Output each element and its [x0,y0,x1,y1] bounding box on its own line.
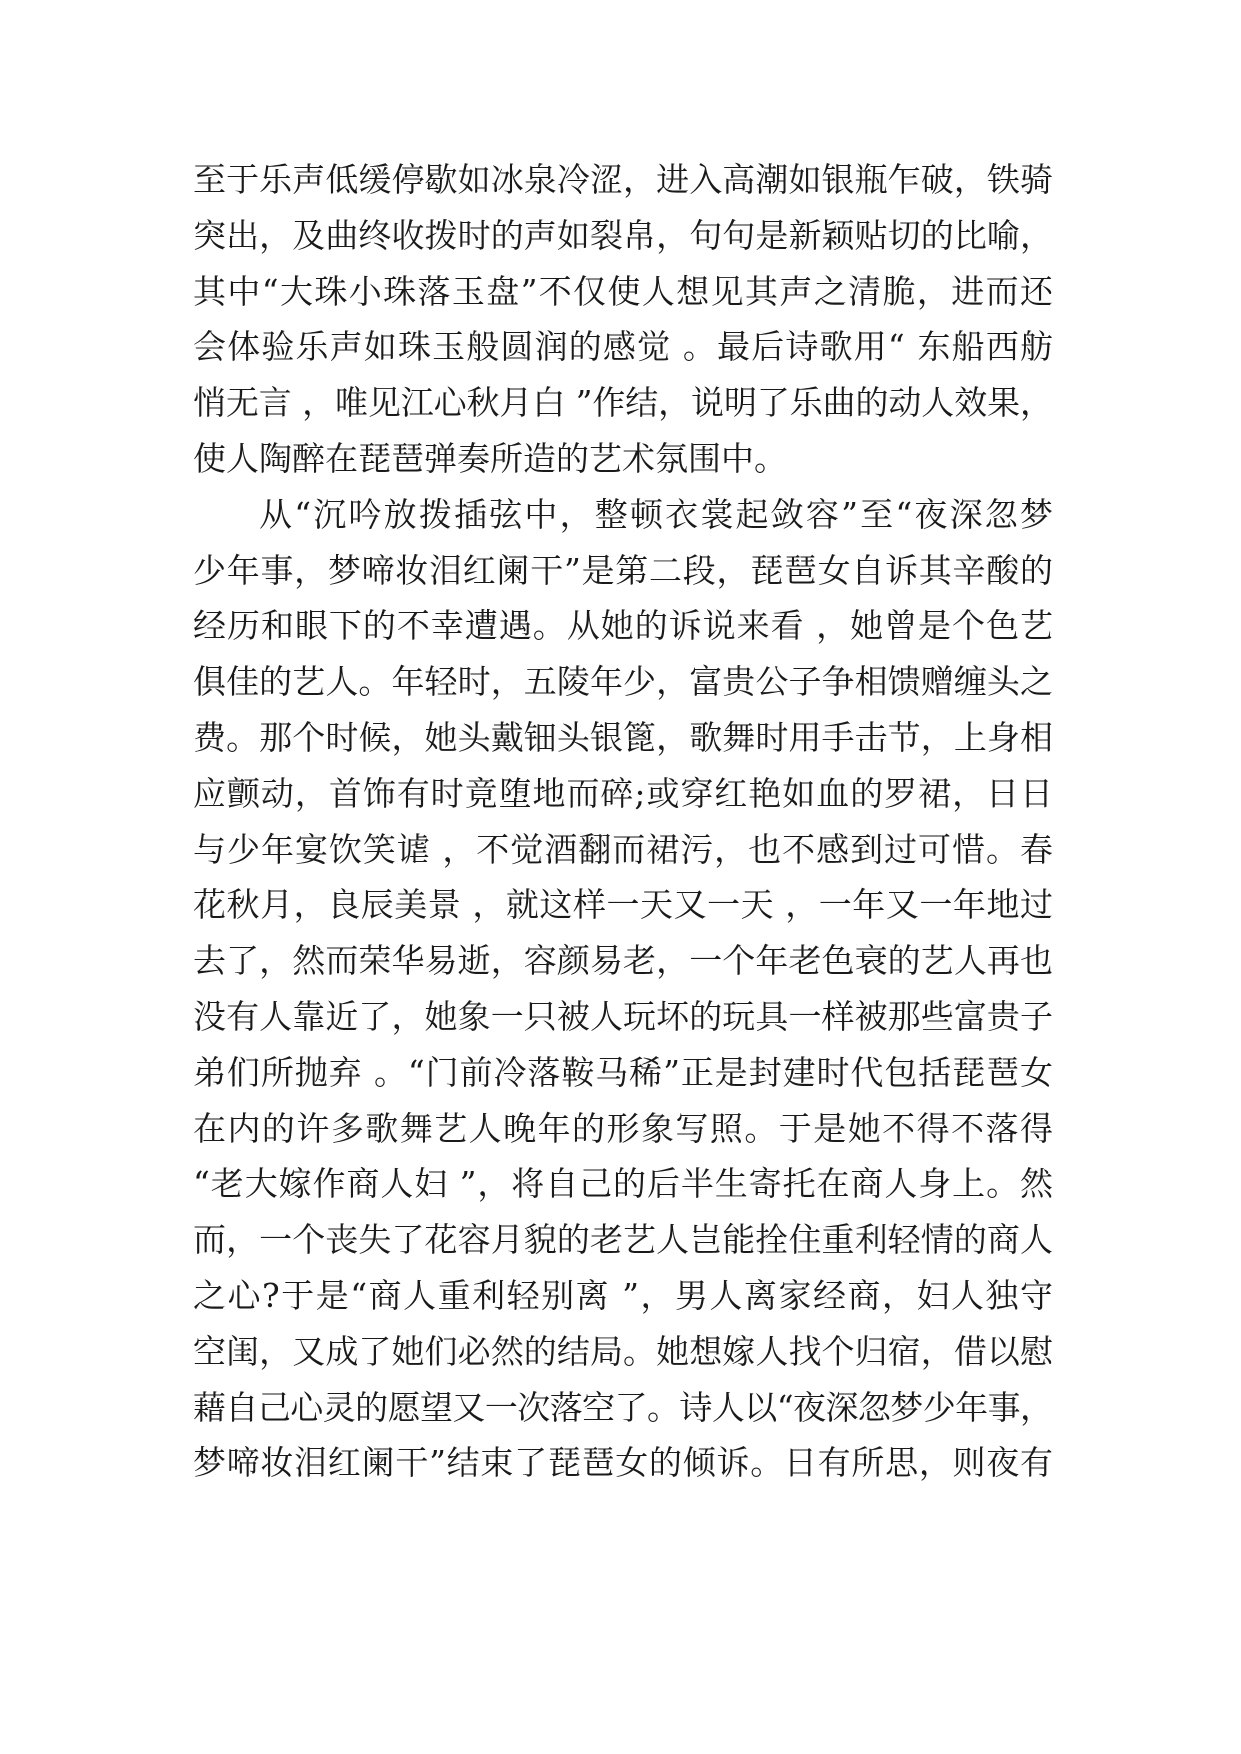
text-line: 突出，及曲终收拨时的声如裂帛，句句是新颖贴切的比喻， [193,215,1054,255]
text-line: 梦啼妆泪红阑干”结束了琵琶女的倾诉。日有所思，则夜有 [193,1443,1054,1483]
text-line: 在内的许多歌舞艺人晚年的形象写照。于是她不得不落得 [193,1108,1055,1148]
text-line: 其中“大珠小珠落玉盘”不仅使人想见其声之清脆，进而还 [193,271,1055,311]
text-line: 费。那个时候，她头戴钿头银篦，歌舞时用手击节，上身相 [193,717,1054,757]
body-text [193,152,1056,1491]
text-line: 与少年宴饮笑谑 ，不觉酒翻而裙污，也不感到过可惜。春 [193,829,1054,869]
paragraph-first-line: 从“沉吟放拨插弦中，整顿衣裳起敛容”至“夜深忽梦 [259,494,1056,534]
text-line: 会体验乐声如珠玉般圆润的感觉 。最后诗歌用“ 东船西舫 [193,327,1055,367]
text-line: “老大嫁作商人妇 ”，将自己的后半生寄托在商人身上。然 [193,1164,1054,1204]
text-line: 使人陶醉在琵琶弹奏所造的艺术氛围中。 [193,438,787,478]
text-line: 没有人靠近了，她象一只被人玩坏的玩具一样被那些富贵子 [193,996,1054,1036]
text-line: 应颤动，首饰有时竟堕地而碎;或穿红艳如血的罗裙，日日 [193,773,1054,813]
text-line: 藉自己心灵的愿望又一次落空了。诗人以“夜深忽梦少年事， [193,1387,1053,1427]
text-line: 少年事，梦啼妆泪红阑干”是第二段，琵琶女自诉其辛酸的 [193,550,1054,590]
text-line: 之心?于是“商人重利轻别离 ”，男人离家经商，妇人独守 [193,1275,1055,1315]
text-line: 而，一个丧失了花容月貌的老艺人岂能拴住重利轻情的商人 [193,1220,1054,1260]
text-line: 花秋月，良辰美景 ，就这样一天又一天 ，一年又一年地过 [193,885,1054,925]
text-line: 经历和眼下的不幸遭遇。从她的诉说来看 ，她曾是个色艺 [193,606,1054,646]
text-line: 至于乐声低缓停歇如冰泉冷涩，进入高潮如银瓶乍破，铁骑 [193,160,1054,199]
text-line: 弟们所抛弃 。“门前冷落鞍马稀”正是封建时代包括琵琶女 [193,1052,1054,1092]
text-line: 去了，然而荣华易逝，容颜易老，一个年老色衰的艺人再也 [193,941,1054,981]
text-line: 空闺，又成了她们必然的结局。她想嫁人找个归宿，借以慰 [193,1331,1054,1371]
text-line: 俱佳的艺人。年轻时，五陵年少，富贵公子争相馈赠缠头之 [193,662,1054,702]
text-line: 悄无言 ，唯见江心秋月白 ”作结，说明了乐曲的动人效果， [193,383,1053,423]
